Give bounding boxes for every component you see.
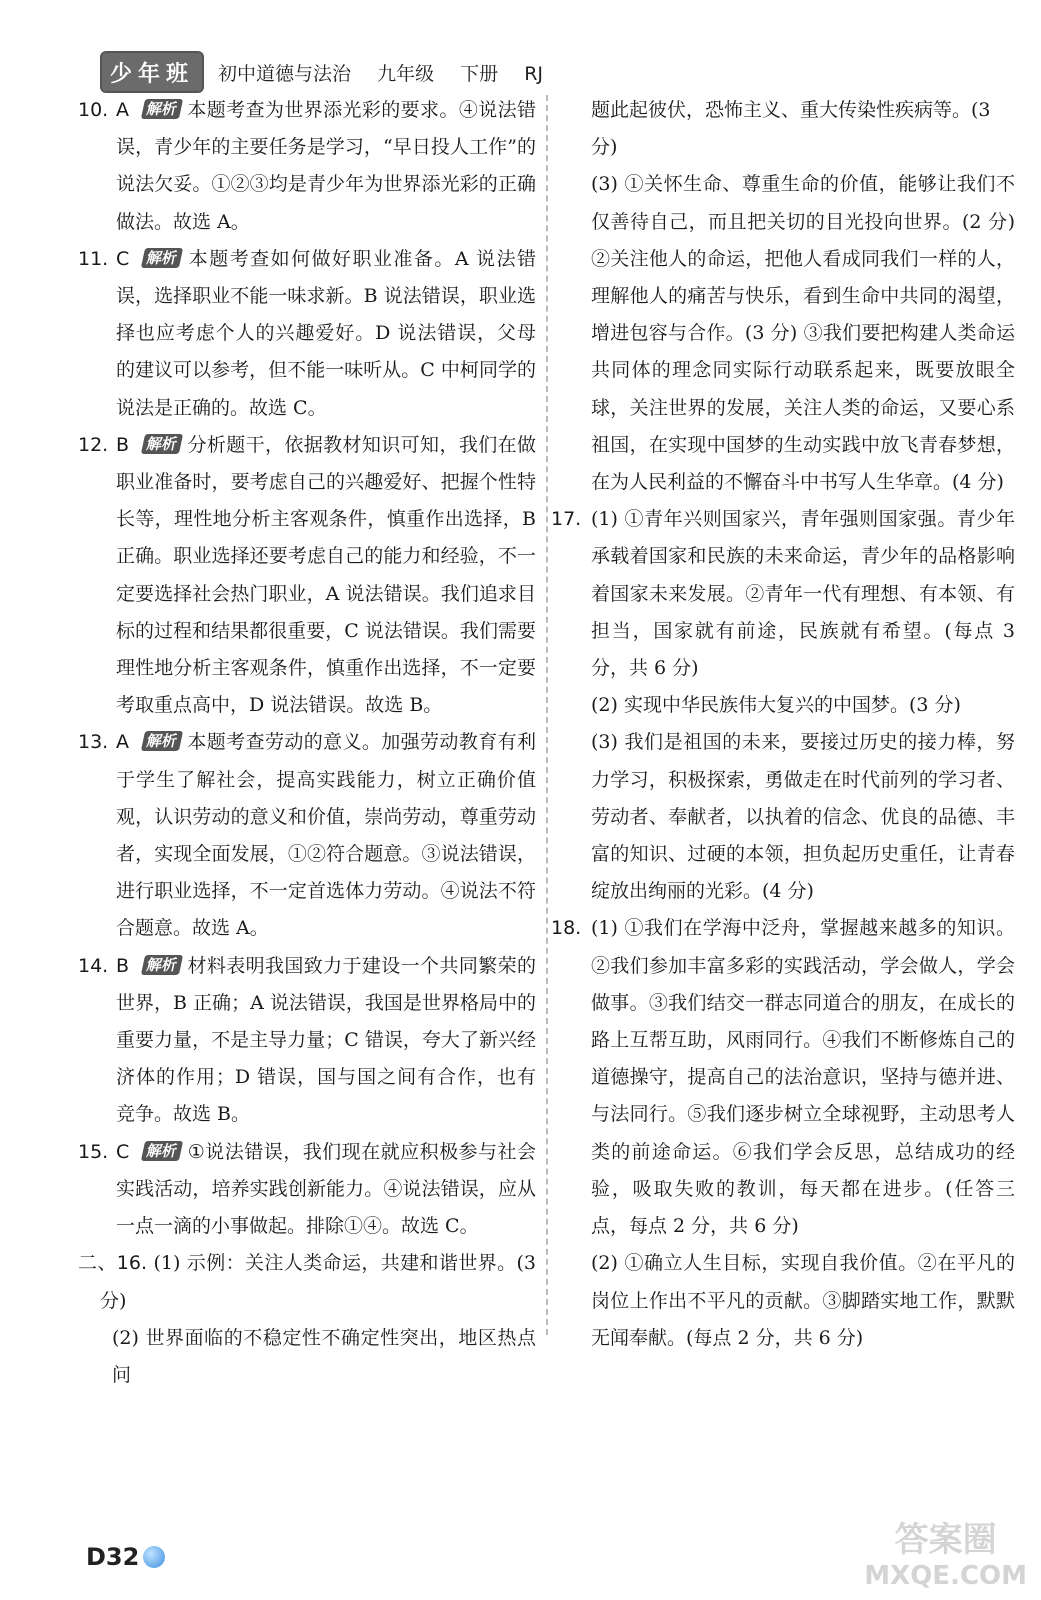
subject: 初中道德与法治	[218, 62, 352, 85]
answer-text: 分析题干，依据教材知识可知，我们在做职业准备时，要考虑自己的兴趣爱好、把握个性特长等，理性地分析主客观条件，慎重作出选择，B 正确。职业选择还要考虑自己的能力和经验，不一定要选择社会热门职业，A 说法错误。我们追求目标的过程和结果都很重要，C 说法错误。我们需要理性地分析主客观条件，慎重作出选择，不一定要考取重点高中，D 说法错误。故选 B。	[116, 433, 536, 717]
answer-text: 材料表明我国致力于建设一个共同繁荣的世界，B 正确；A 说法错误，我国是世界格局中的重要力量，不是主导力量；C 错误，夸大了新兴经济体的作用；D 错误，国与国之间有合作，也有竞争。故选 B。	[116, 954, 536, 1126]
volume: 下册	[460, 62, 499, 85]
answer-item-18	[551, 910, 1015, 1356]
question-number: 14.	[78, 954, 109, 977]
question-number: 17.	[551, 508, 582, 531]
grade: 九年级	[377, 62, 435, 85]
series-logo: 少年班	[100, 51, 204, 93]
answer-item	[78, 724, 536, 947]
answer-item	[78, 948, 536, 1134]
section-prefix: 二、	[78, 1252, 117, 1275]
answer-choice: A	[116, 99, 129, 121]
circle-icon	[143, 1546, 165, 1568]
answer-text: (1) ①青年兴则国家兴，青年强则国家强。青少年承载着国家和民族的未来命运，青少年的品格影响着国家未来发展。②青年一代有理想、有本领、有担当，国家就有前途，民族就有希望。(每点 3 分，共 6 分)	[591, 508, 1015, 680]
analysis-tag: 解析	[141, 99, 183, 119]
answer-item	[78, 241, 536, 427]
answer-item	[78, 427, 536, 725]
column-divider	[546, 95, 548, 1335]
analysis-tag: 解析	[141, 248, 183, 268]
analysis-tag: 解析	[141, 434, 183, 454]
question-number: 15.	[78, 1140, 109, 1163]
answer-text: (2) 实现中华民族伟大复兴的中国梦。(3 分)	[591, 694, 961, 717]
page-footer	[86, 1543, 165, 1571]
left-column	[78, 92, 536, 1394]
answer-text: (3) ①关怀生命、尊重生命的价值，能够让我们不仅善待自己，而且把关切的目光投向世界。(2 分) ②关注他人的命运，把他人看成同我们一样的人，理解他人的痛苦与快乐，看到生命中共同的渴望，增进包容与合作。(3 分) ③我们要把构建人类命运共同体的理念同实际行动联系起来，既要放眼全球，关注世界的发展，关注人类的命运，又要心系祖国，在实现中国梦的生动实践中放飞青春梦想，在为人民利益的不懈奋斗中书写人生华章。(4 分)	[591, 173, 1015, 494]
answer-item	[78, 92, 536, 241]
answer-text: (2) 世界面临的不稳定性不确定性突出，地区热点问	[112, 1326, 536, 1386]
question-number: 12.	[78, 433, 109, 456]
answer-text: 本题考查为世界添光彩的要求。④说法错误，青少年的主要任务是学习，“早日投人工作”的说法欠妥。①②③均是青少年为世界添光彩的正确做法。故选 A。	[116, 99, 536, 233]
answer-choice: C	[116, 1140, 130, 1163]
answer-text: 题此起彼伏，恐怖主义、重大传染性疾病等。(3 分)	[591, 99, 991, 159]
answer-choice: C	[116, 247, 130, 270]
question-number: 10.	[78, 99, 109, 121]
question-number: 16.	[116, 1252, 148, 1275]
answer-text: ①说法错误，我们现在就应积极参与社会实践活动，培养实践创新能力。④说法错误，应从一点一滴的小事做起。排除①④。故选 C。	[116, 1140, 536, 1238]
answer-text: (3) 我们是祖国的未来，要接过历史的接力棒，努力学习，积极探索，勇做走在时代前列的学习者、劳动者、奉献者，以执着的信念、优良的品德、丰富的知识、过硬的本领，担负起历史重任，让青春绽放出绚丽的光彩。(4 分)	[591, 731, 1015, 903]
answer-item-16	[78, 1245, 536, 1394]
answer-text: 本题考查劳动的意义。加强劳动教育有利于学生了解社会，提高实践能力，树立正确价值观，认识劳动的意义和价值，崇尚劳动，尊重劳动者，实现全面发展，①②符合题意。③说法错误，进行职业选择，不一定首选体力劳动。④说法不符合题意。故选 A。	[116, 731, 536, 940]
answer-choice: A	[116, 731, 129, 754]
page-number: D32	[86, 1543, 140, 1571]
edition: RJ	[524, 62, 544, 85]
answer-item-17	[551, 501, 1015, 910]
answer-choice: B	[116, 433, 130, 456]
question-number: 11.	[78, 247, 109, 270]
answer-item	[78, 1134, 536, 1246]
watermark: 答案圈 MXQE.COM	[864, 1520, 1027, 1591]
answer-text: (1) ①我们在学海中泛舟，掌握越来越多的知识。②我们参加丰富多彩的实践活动，学会做人，学会做事。③我们结交一群志同道合的朋友，在成长的路上互帮互助，风雨同行。④我们不断修炼自己的道德操守，提高自己的法治意识，坚持与德并进、与法同行。⑤我们逐步树立全球视野，主动思考人类的前途命运。⑥我们学会反思，总结成功的经验，吸取失败的教训，每天都在进步。(任答三点，每点 2 分，共 6 分)	[591, 917, 1015, 1238]
answer-text: (1) 示例：关注人类命运，共建和谐世界。(3 分)	[100, 1252, 536, 1312]
answer-text: 本题考查如何做好职业准备。A 说法错误，选择职业不能一味求新。B 说法错误，职业选择也应考虑个人的兴趣爱好。D 说法错误，父母的建议可以参考，但不能一味听从。C 中柯同学的说法是正确的。故选 C。	[116, 247, 536, 419]
right-column	[551, 92, 1015, 1357]
answer-choice: B	[116, 954, 130, 977]
answer-text: (2) ①确立人生目标，实现自我价值。②在平凡的岗位上作出不平凡的贡献。③脚踏实地工作，默默无闻奉献。(每点 2 分，共 6 分)	[591, 1252, 1015, 1349]
question-number: 18.	[551, 917, 582, 940]
analysis-tag: 解析	[141, 1141, 183, 1161]
question-number: 13.	[78, 731, 109, 754]
book-info	[218, 59, 563, 86]
analysis-tag: 解析	[141, 731, 183, 751]
analysis-tag: 解析	[141, 955, 183, 975]
page-header	[100, 50, 563, 94]
